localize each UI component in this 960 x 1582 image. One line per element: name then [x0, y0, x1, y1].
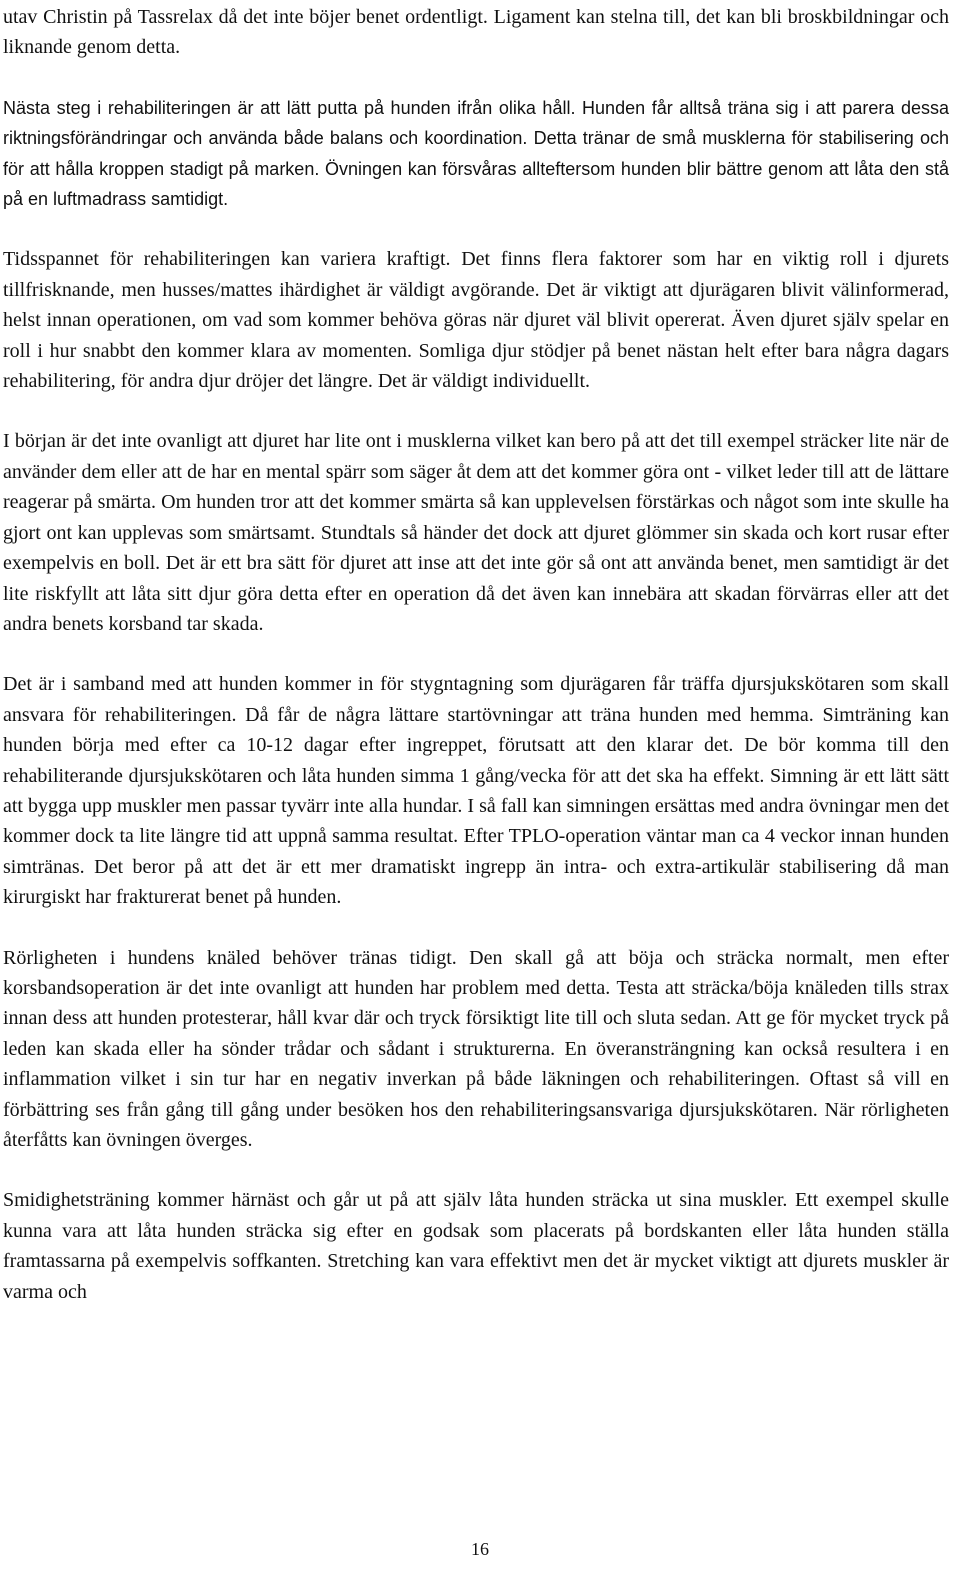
paragraph-4: I början är det inte ovanligt att djuret har lite ont i musklerna vilket kan bero på att det till exempel sträcker lite när de använder dem eller att de har en mental spärr som säger åt dem att det kommer göra ont - vilket leder till att de lättare reagerar på smärta. Om hunden tror att det kommer smärta så kan upplevelsen förstärkas och något som inte skulle ha gjort ont kan upplevas som smärtsamt. Stundtals så händer det dock att djuret glömmer sin skada och kort rusar efter exempelvis en boll. Det är ett bra sätt för djuret att inse att det inte gör så ont att använda benet, men samtidigt är det lite riskfyllt att låta sitt djur göra detta efter en operation då det även kan innebära att skadan förvärras eller att det andra benets korsband tar skada.: [3, 430, 949, 635]
paragraph-gap: [3, 396, 949, 426]
body-text: [3, 2, 949, 1307]
paragraph-6: Rörligheten i hundens knäled behöver tränas tidigt. Den skall gå att böja och sträcka normalt, men efter korsbandsoperation är det inte ovanligt att hunden har problem med detta. Testa att sträcka/böja knäleden tills strax innan dess att hunden protesterar, håll kvar där och tryck försiktigt lite till och sluta sedan. Att ge för mycket tryck på leden kan skada eller ha sönder trådar och sådant i strukturerna. En överansträngning kan också resultera i en inflammation vilket i sin tur har en negativ inverkan på både läkningen och rehabiliteringen. Oftast så vill en förbättring ses från gång till gång under besöken hos den rehabiliteringsansvariga djursjukskötaren. När rörligheten återfåtts kan övningen överges.: [3, 946, 949, 1151]
paragraph-5: Det är i samband med att hunden kommer in för stygntagning som djurägaren får träffa djursjukskötaren som skall ansvara för rehabiliteringen. Då får de några lättare startövningar att träna hunden med hemma. Simträning kan hunden börja med efter ca 10-12 dagar efter ingreppet, förutsatt att den klarar det. De bör komma till den rehabiliterande djursjukskötaren och låta hunden simma 1 gång/vecka för att det ska ha effekt. Simning är ett lätt sätt att bygga upp muskler men passar tyvärr inte alla hundar. I så fall kan simningen ersättas med andra övningar men det kommer dock ta lite längre tid att uppnå samma resultat. Efter TPLO-operation väntar man ca 4 veckor innan hunden simtränas. Det beror på att det är ett mer dramatiskt ingrepp än intra- och extra-artikulär stabilisering då man kirurgiskt har frakturerat benet på hunden.: [3, 673, 949, 909]
paragraph-3: Tidsspannet för rehabiliteringen kan variera kraftigt. Det finns flera faktorer som har en viktig roll i djurets tillfrisknande, men husses/mattes ihärdighet är väldigt avgörande. Det är viktigt att djurägaren blivit välinformerad, helst innan operationen, om vad som kommer behöva göras när djuret väl blivit opererat. Även djuret själv spelar en roll i hur snabbt den kommer klara av momenten. Somliga djur stödjer på benet nästan helt efter bara några dagars rehabilitering, för andra djur dröjer det längre. Det är väldigt individuellt.: [3, 248, 949, 393]
paragraph-gap: [3, 63, 949, 93]
paragraph-gap: [3, 639, 949, 669]
paragraph-1: utav Christin på Tassrelax då det inte böjer benet ordentligt. Ligament kan stelna till, det kan bli broskbildningar och liknande genom detta.: [3, 6, 949, 59]
page-number: 16: [471, 1539, 489, 1559]
paragraph-gap: [3, 214, 949, 244]
paragraph-gap: [3, 913, 949, 943]
paragraph-gap: [3, 1155, 949, 1185]
paragraph-2: Nästa steg i rehabiliteringen är att lätt putta på hunden ifrån olika håll. Hunden får alltså träna sig i att parera dessa riktningsförändringar och använda både balans och koordination. Detta tränar de små musklerna för stabilisering och för att hålla kroppen stadigt på marken. Övningen kan försvåras allteftersom hunden blir bättre genom att låta den stå på en luftmadrass samtidigt.: [3, 97, 949, 210]
paragraph-7: Smidighetsträning kommer härnäst och går ut på att själv låta hunden sträcka ut sina muskler. Ett exempel skulle kunna vara att låta hunden sträcka sig efter en godsak som placerats på bordskanten eller låta hunden ställa framtassarna på exempelvis soffkanten. Stretching kan vara effektivt men det är mycket viktigt att djurets muskler är varma och: [3, 1189, 949, 1303]
